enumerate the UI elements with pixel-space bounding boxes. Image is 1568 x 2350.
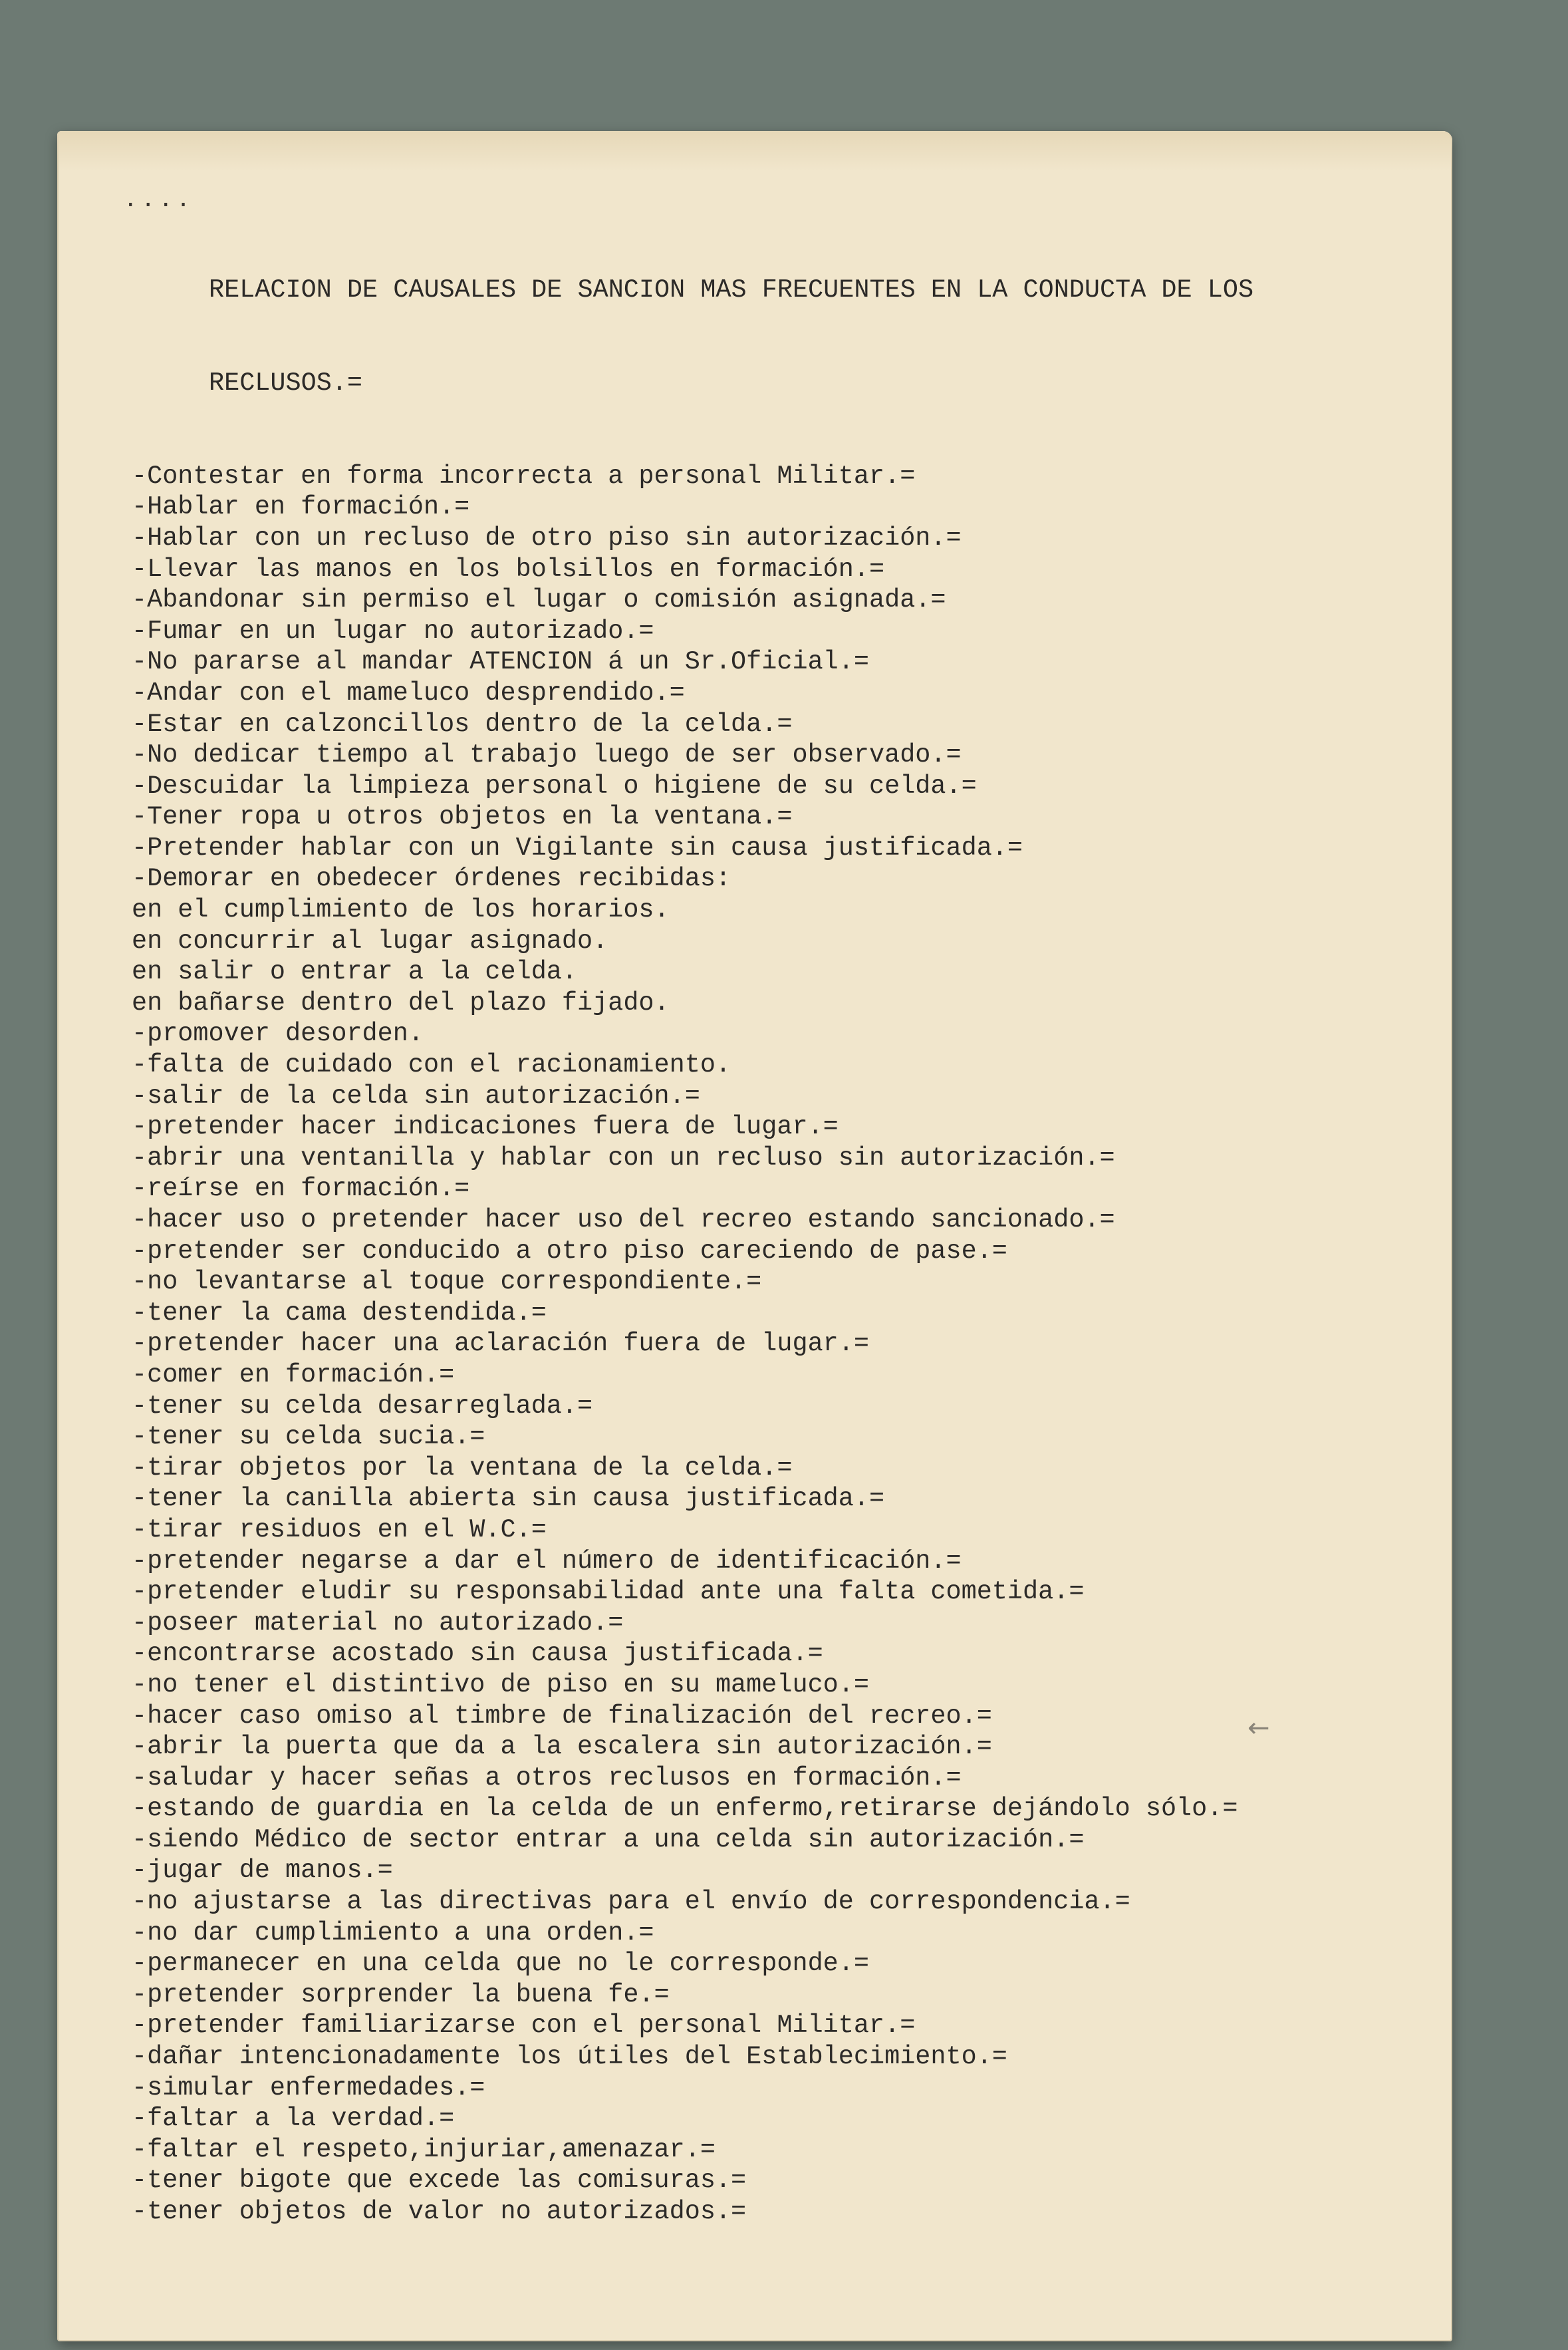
list-item: -encontrarse acostado sin causa justificada.=: [132, 1639, 823, 1669]
pencil-arrow-mark: ←: [1247, 1713, 1270, 1743]
list-item: en bañarse dentro del plazo fijado.: [132, 988, 670, 1018]
list-item: -estando de guardia en la celda de un enfermo,retirarse dejándolo sólo.=: [132, 1794, 1238, 1824]
list-item: -Tener ropa u otros objetos en la ventana.=: [132, 802, 793, 832]
list-item: -Hablar con un recluso de otro piso sin autorización.=: [132, 523, 962, 553]
list-item: -reírse en formación.=: [132, 1174, 470, 1204]
list-item: -salir de la celda sin autorización.=: [132, 1081, 700, 1111]
list-item: -pretender negarse a dar el número de identificación.=: [132, 1546, 962, 1576]
list-item: -comer en formación.=: [132, 1360, 455, 1390]
list-item: -No dedicar tiempo al trabajo luego de ser observado.=: [132, 740, 962, 770]
list-item: -dañar intencionadamente los útiles del Establecimiento.=: [132, 2042, 1007, 2072]
list-item: -tirar residuos en el W.C.=: [132, 1515, 547, 1544]
list-item: -abrir una ventanilla y hablar con un recluso sin autorización.=: [132, 1143, 1115, 1173]
list-item: -Fumar en un lugar no autorizado.=: [132, 616, 654, 646]
list-item: -faltar el respeto,injuriar,amenazar.=: [132, 2134, 716, 2164]
list-item: -Descuidar la limpieza personal o higiene de su celda.=: [132, 771, 977, 801]
list-item: -tener la canilla abierta sin causa justificada.=: [132, 1484, 885, 1514]
list-item: -permanecer en una celda que no le corresponde.=: [132, 1949, 869, 1979]
list-item: en concurrir al lugar asignado.: [132, 926, 608, 956]
list-item: -pretender eludir su responsabilidad ante una falta cometida.=: [132, 1577, 1085, 1607]
list-item: -falta de cuidado con el racionamiento.: [132, 1050, 731, 1080]
list-item: -promover desorden.: [132, 1019, 424, 1049]
list-item: -pretender familiarizarse con el personal Militar.=: [132, 2011, 916, 2041]
document-body: [132, 213, 1412, 2289]
list-item: -Estar en calzoncillos dentro de la celda.=: [132, 709, 793, 739]
list-item: -tener objetos de valor no autorizados.=: [132, 2197, 747, 2226]
list-item: -tener su celda sucia.=: [132, 1422, 485, 1452]
corner-marks: ....: [124, 186, 194, 212]
list-item: en el cumplimiento de los horarios.: [132, 895, 670, 925]
list-item: -No pararse al mandar ATENCION á un Sr.Oficial.=: [132, 647, 869, 677]
list-item: -abrir la puerta que da a la escalera sin autorización.=: [132, 1732, 992, 1762]
list-item: -pretender hacer indicaciones fuera de lugar.=: [132, 1112, 839, 1142]
list-item: -no dar cumplimiento a una orden.=: [132, 1918, 654, 1948]
list-item: -no levantarse al toque correspondiente.=: [132, 1267, 762, 1297]
list-item: -pretender ser conducido a otro piso careciendo de pase.=: [132, 1236, 1007, 1266]
document-title-line-2: RECLUSOS.=: [209, 368, 363, 398]
list-item: -Hablar en formación.=: [132, 492, 470, 522]
list-item: -hacer caso omiso al timbre de finalización del recreo.=: [132, 1701, 992, 1731]
list-item: -simular enfermedades.=: [132, 2073, 485, 2103]
list-item: -no ajustarse a las directivas para el envío de correspondencia.=: [132, 1887, 1130, 1917]
list-item: -Andar con el mameluco desprendido.=: [132, 678, 685, 708]
list-item: -hacer uso o pretender hacer uso del recreo estando sancionado.=: [132, 1205, 1115, 1235]
paper-sheet: [57, 131, 1452, 2341]
list-item: -tener bigote que excede las comisuras.=: [132, 2166, 747, 2196]
list-item: -Demorar en obedecer órdenes recibidas:: [132, 864, 731, 894]
list-item: -poseer material no autorizado.=: [132, 1608, 624, 1638]
list-item: en salir o entrar a la celda.: [132, 957, 578, 987]
list-item: -pretender sorprender la buena fe.=: [132, 1980, 670, 2009]
infractions-list: [132, 461, 1412, 2228]
list-item: -siendo Médico de sector entrar a una celda sin autorización.=: [132, 1825, 1085, 1854]
list-item: -tirar objetos por la ventana de la celda.=: [132, 1453, 793, 1483]
list-item: -pretender hacer una aclaración fuera de lugar.=: [132, 1329, 869, 1359]
document-title-line-1: RELACION DE CAUSALES DE SANCION MAS FRECUENTES EN LA CONDUCTA DE LOS: [209, 275, 1254, 305]
list-item: -faltar a la verdad.=: [132, 2104, 455, 2134]
list-item: -tener la cama destendida.=: [132, 1298, 547, 1328]
list-item: -Pretender hablar con un Vigilante sin causa justificada.=: [132, 833, 1023, 863]
list-item: -saludar y hacer señas a otros reclusos en formación.=: [132, 1763, 962, 1793]
list-item: -Llevar las manos en los bolsillos en formación.=: [132, 554, 885, 584]
list-item: -jugar de manos.=: [132, 1856, 393, 1886]
list-item: -Abandonar sin permiso el lugar o comisión asignada.=: [132, 585, 946, 615]
list-item: -no tener el distintivo de piso en su mameluco.=: [132, 1670, 869, 1699]
list-item: -tener su celda desarreglada.=: [132, 1391, 593, 1421]
list-item: -Contestar en forma incorrecta a personal Militar.=: [132, 461, 916, 491]
